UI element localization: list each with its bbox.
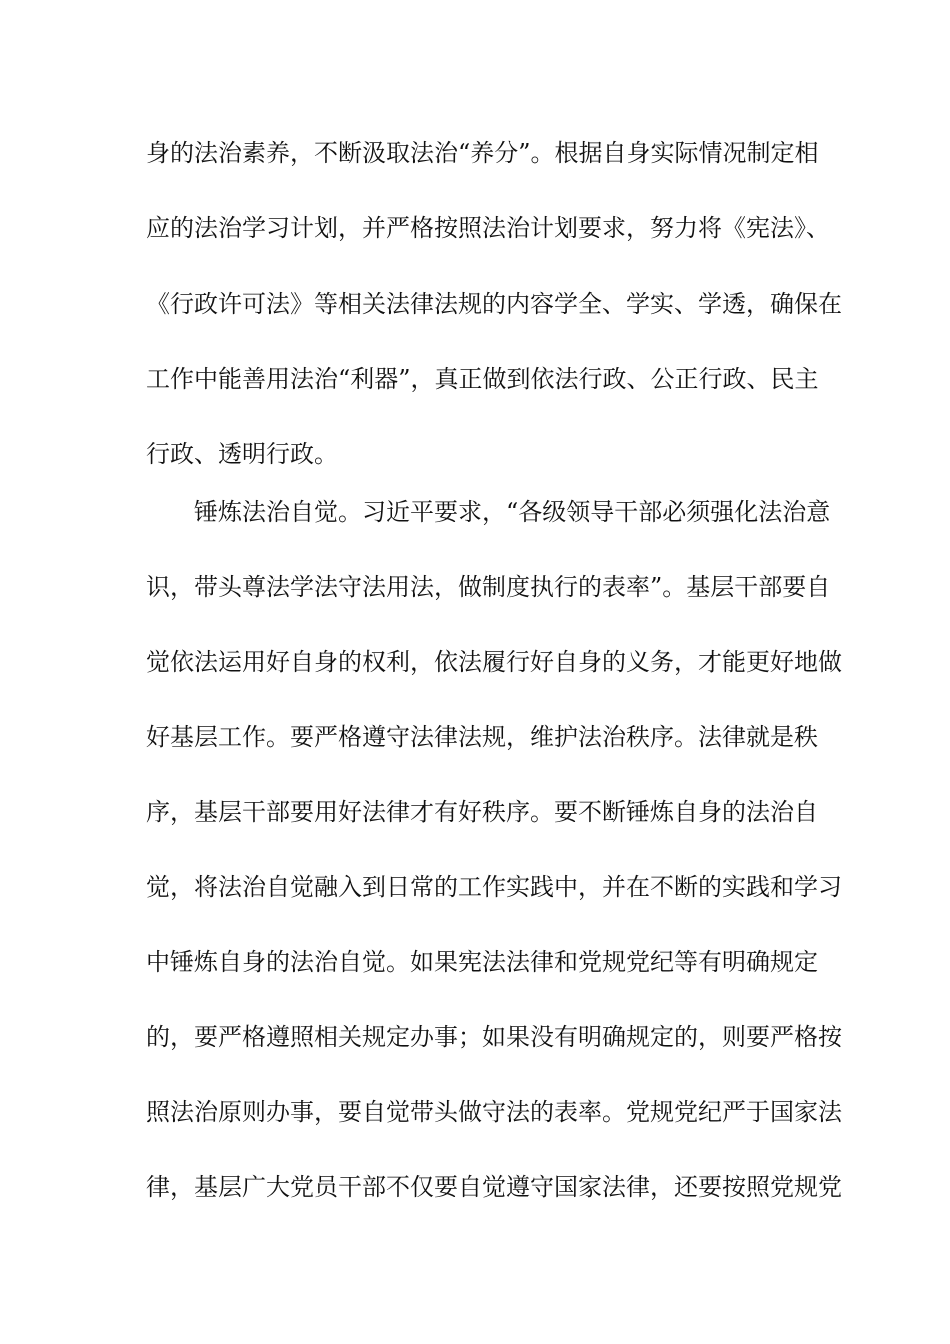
text-line: 序，基层干部要用好法律才有好秩序。要不断锤炼自身的法治自: [146, 798, 818, 826]
text-line: 的，要严格遵照相关规定办事；如果没有明确规定的，则要严格按: [146, 1023, 842, 1051]
text-line: 照法治原则办事，要自觉带头做守法的表率。党规党纪严于国家法: [146, 1098, 842, 1126]
paragraph-first-line: 锤炼法治自觉。习近平要求，“各级领导干部必须强化法治意: [194, 498, 831, 526]
text-line: 工作中能善用法治“利器”，真正做到依法行政、公正行政、民主: [146, 365, 819, 393]
text-line: 识，带头尊法学法守法用法，做制度执行的表率”。基层干部要自: [146, 573, 831, 601]
text-line: 好基层工作。要严格遵守法律法规，维护法治秩序。法律就是秩: [146, 723, 818, 751]
text-line: 觉依法运用好自身的权利，依法履行好自身的义务，才能更好地做: [146, 648, 842, 676]
text-line: 行政、透明行政。: [146, 440, 338, 468]
text-line: 应的法治学习计划，并严格按照法治计划要求，努力将《宪法》、: [146, 214, 830, 242]
text-line: 律，基层广大党员干部不仅要自觉遵守国家法律，还要按照党规党: [146, 1173, 842, 1201]
text-line: 身的法治素养，不断汲取法治“养分”。根据自身实际情况制定相: [146, 139, 819, 167]
text-line: 觉，将法治自觉融入到日常的工作实践中，并在不断的实践和学习: [146, 873, 842, 901]
text-line: 中锤炼自身的法治自觉。如果宪法法律和党规党纪等有明确规定: [146, 948, 818, 976]
text-line: 《行政许可法》等相关法律法规的内容学全、学实、学透，确保在: [146, 290, 842, 318]
